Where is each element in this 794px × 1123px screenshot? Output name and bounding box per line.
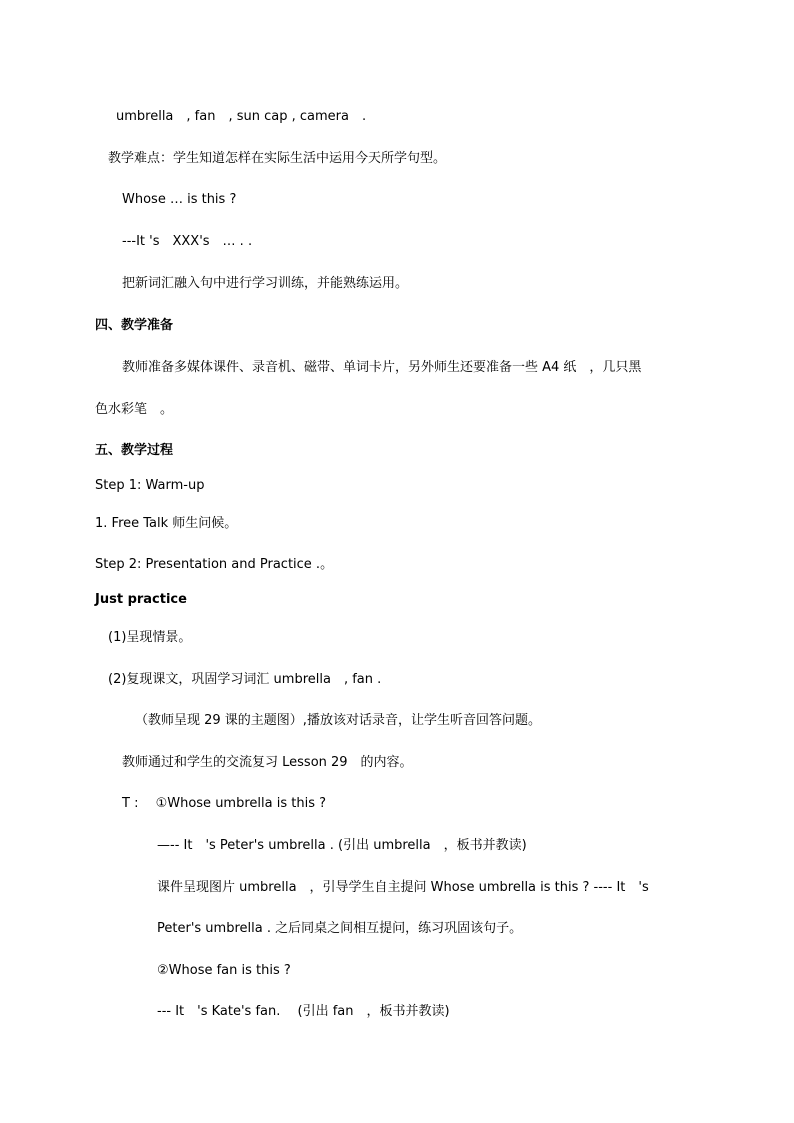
section-heading-process: 五、教学过程 [95, 443, 174, 458]
step-2-heading: Step 2: Presentation and Practice .。 [95, 557, 334, 572]
vocabulary-list: umbrella , fan , sun cap , camera . [116, 109, 367, 124]
preparation-text-2: 色水彩笔 。 [95, 402, 174, 417]
section-heading-preparation: 四、教学准备 [95, 318, 174, 333]
preparation-text-1: 教师准备多媒体课件、录音机、磁带、单词卡片，另外师生还要准备一些 A4 纸 ，几只黑 [122, 360, 642, 375]
dialogue-answer-2: --- It 's Kate's fan. (引出 fan ，板书并教读) [157, 1004, 450, 1019]
teacher-presents-note: （教师呈现 29 课的主题图）,播放该对话录音，让学生听音回答问题。 [135, 713, 541, 728]
practice-item-2: (2)复现课文，巩固学习词汇 umbrella , fan . [108, 672, 382, 687]
dialogue-answer-1: —-- It 's Peter's umbrella . (引出 umbrella ，板书并教读) [157, 838, 527, 853]
difficulty-note: 把新词汇融入句中进行学习训练，并能熟练运用。 [122, 276, 409, 291]
sentence-pattern-answer: ---It 's XXX's … . . [122, 234, 253, 249]
difficulty-heading: 教学难点：学生知道怎样在实际生活中运用今天所学句型。 [108, 151, 447, 166]
dialogue-question-2: ②Whose fan is this ? [157, 963, 291, 978]
step-1-item: 1. Free Talk 师生问候。 [95, 516, 238, 531]
courseware-note-1: 课件呈现图片 umbrella ，引导学生自主提问 Whose umbrella is this ? ---- It 's [157, 880, 649, 895]
practice-item-1: (1)呈现情景。 [108, 630, 192, 645]
just-practice-heading: Just practice [95, 592, 187, 607]
step-1-heading: Step 1: Warm-up [95, 478, 205, 493]
dialogue-question-1: T : ①Whose umbrella is this ? [122, 796, 326, 811]
courseware-note-2: Peter's umbrella . 之后同桌之间相互提问，练习巩固该句子。 [157, 921, 523, 936]
sentence-pattern-question: Whose … is this ? [122, 192, 237, 207]
review-note: 教师通过和学生的交流复习 Lesson 29 的内容。 [122, 755, 413, 770]
